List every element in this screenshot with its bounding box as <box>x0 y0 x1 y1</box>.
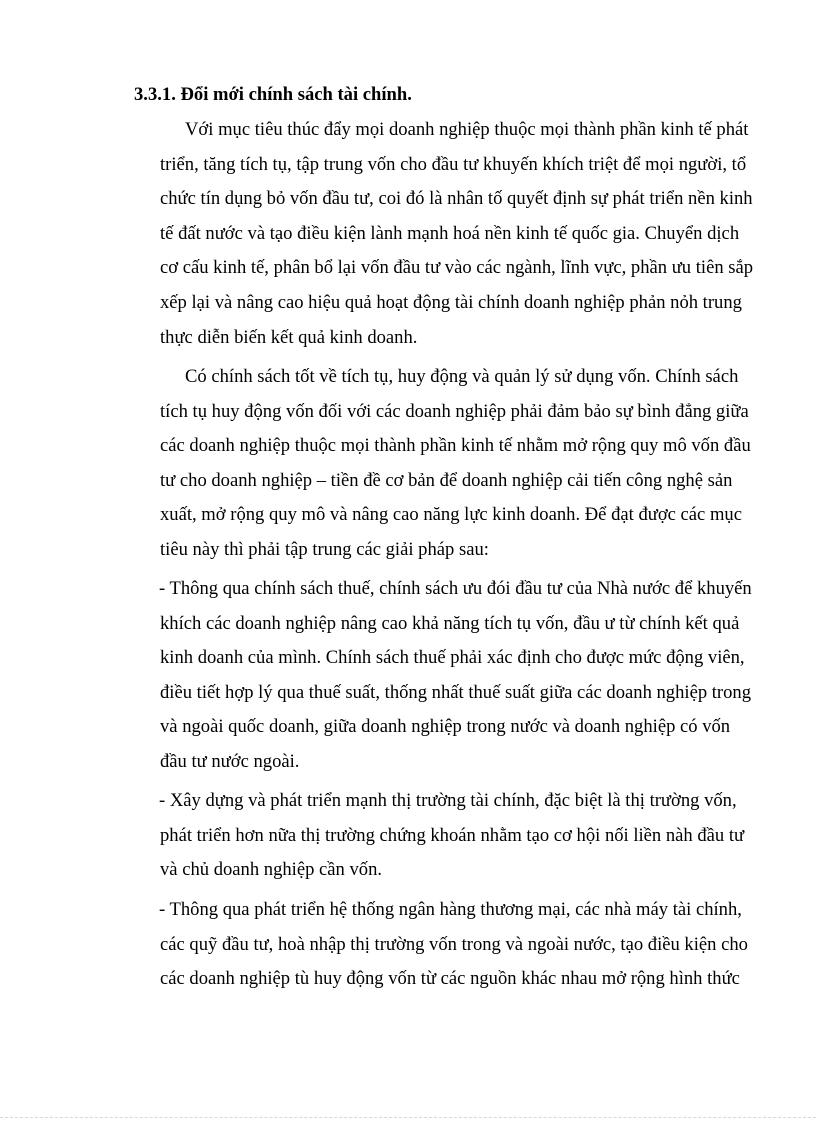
bullet-line: - Xây dựng và phát triển mạnh thị trường tài chính, đặc biệt là thị trường vốn, <box>159 790 737 811</box>
bullet-line: đầu tư nước ngoài. <box>160 750 300 772</box>
paragraph-line: tư cho doanh nghiệp – tiền đề cơ bản để doanh nghiệp cải tiến công nghệ sản <box>160 469 733 491</box>
paragraph-line: tế đất nước và tạo điều kiện lành mạnh hoá nền kinh tế quốc gia. Chuyển dịch <box>160 222 740 244</box>
bullet-line: - Thông qua chính sách thuế, chính sách ưu đói đầu tư của Nhà nước để khuyến <box>159 578 752 599</box>
bullet-line: điều tiết hợp lý qua thuế suất, thống nhất thuế suất giữa các doanh nghiệp trong <box>160 681 752 703</box>
paragraph-line: cơ cấu kinh tế, phân bổ lại vốn đầu tư vào các ngành, lĩnh vực, phần ưu tiên sắp <box>160 257 754 279</box>
paragraph-line: xuất, mở rộng quy mô và nâng cao năng lực kinh doanh. Để đạt được các mục <box>160 504 742 526</box>
bullet-item-1 <box>0 572 752 780</box>
paragraph-line: Có chính sách tốt về tích tụ, huy động và quản lý sử dụng vốn. Chính sách <box>185 366 739 387</box>
bullet-item-3 <box>0 893 748 997</box>
paragraph-line: chức tín dụng bỏ vốn đầu tư, coi đó là nhân tố quyết định sự phát triển nền kinh <box>160 188 753 210</box>
paragraph-line: các doanh nghiệp thuộc mọi thành phần kinh tế nhằm mở rộng quy mô vốn đầu <box>160 435 751 457</box>
bullet-line: và chủ doanh nghiệp cần vốn. <box>160 859 383 881</box>
bullet-line: kinh doanh của mình. Chính sách thuế phải xác định cho được mức động viên, <box>160 647 745 669</box>
bullet-line: phát triển hơn nữa thị trường chứng khoán nhằm tạo cơ hội nối liền nàh đầu tư <box>160 824 745 846</box>
bullet-line: các quỹ đầu tư, hoà nhập thị trường vốn trong và ngoài nước, tạo điều kiện cho <box>160 933 748 955</box>
bullet-item-2 <box>0 784 744 888</box>
page-bottom-border <box>0 1117 816 1118</box>
paragraph-line: triển, tăng tích tụ, tập trung vốn cho đầu tư khuyến khích triệt để mọi người, tổ <box>160 153 747 175</box>
section-heading: 3.3.1. Đổi mới chính sách tài chính. <box>134 84 412 105</box>
paragraph-line: tiêu này thì phải tập trung các giải pháp sau: <box>160 538 489 560</box>
paragraph-line: thực diễn biến kết quả kinh doanh. <box>160 326 418 348</box>
paragraph-2 <box>0 360 751 568</box>
bullet-line: các doanh nghiệp tù huy động vốn từ các nguồn khác nhau mở rộng hình thức <box>160 968 740 990</box>
bullet-line: và ngoài quốc doanh, giữa doanh nghiệp trong nước và doanh nghiệp có vốn <box>160 716 731 738</box>
bullet-line: khích các doanh nghiệp nâng cao khả năng tích tụ vốn, đầu ư từ chính kết quả <box>160 612 740 634</box>
paragraph-line: xếp lại và nâng cao hiệu quả hoạt động tài chính doanh nghiệp phản nỏh trung <box>160 291 742 313</box>
paragraph-1 <box>0 113 753 355</box>
bullet-line: - Thông qua phát triển hệ thống ngân hàng thương mại, các nhà máy tài chính, <box>159 899 742 920</box>
paragraph-line: Với mục tiêu thúc đẩy mọi doanh nghiệp thuộc mọi thành phần kinh tế phát <box>185 119 749 140</box>
paragraph-line: tích tụ huy động vốn đối với các doanh nghiệp phải đảm bảo sự bình đẳng giữa <box>160 400 749 422</box>
